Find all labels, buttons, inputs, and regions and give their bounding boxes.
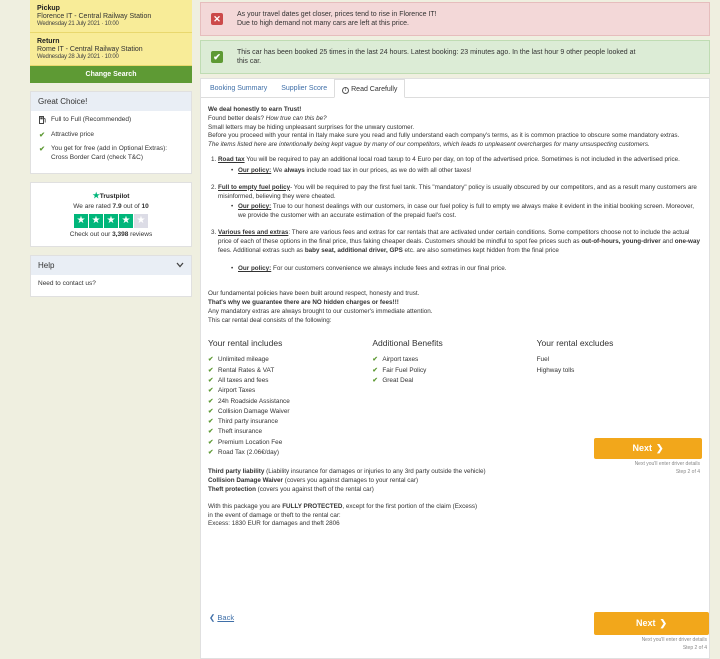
- next-label: Next: [632, 443, 652, 453]
- help-panel: [30, 255, 192, 297]
- return-label: Return: [37, 38, 60, 45]
- list-item: [372, 355, 536, 365]
- item-text: fees. Additional extras such as: [218, 246, 304, 254]
- package-emphasis: FULLY PROTECTED: [282, 502, 343, 510]
- list-item: [218, 229, 701, 274]
- check-icon: ✔: [208, 407, 214, 415]
- list-item: [537, 366, 701, 376]
- policy-emphasis: always: [284, 166, 305, 174]
- pickup-datetime: Wednesday 21 July 2021 · 10:00: [37, 21, 119, 27]
- choice-text: Attractive price: [51, 131, 94, 139]
- policy-line: [218, 265, 701, 274]
- tab-supplier-score[interactable]: Supplier Score: [281, 85, 328, 92]
- trustpilot-star-icon: ★: [92, 191, 100, 201]
- alert-text: [237, 10, 437, 29]
- item-emphasis: one-way: [674, 237, 700, 245]
- tab-booking-summary[interactable]: Booking Summary: [210, 85, 268, 92]
- alert-line: Due to high demand not many cars are left at this price.: [237, 20, 409, 27]
- list-item: [372, 366, 536, 376]
- item-label: Unlimited mileage: [218, 356, 269, 364]
- consists-text: This car rental deal consists of the following:: [208, 316, 332, 324]
- alert-text: [237, 48, 635, 67]
- chevron-left-icon: ❮: [209, 613, 216, 622]
- tp-text: (covers you against theft of the rental car): [257, 485, 374, 493]
- spacer: [218, 255, 701, 263]
- help-header[interactable]: [31, 256, 191, 275]
- pickup-block: [30, 0, 192, 33]
- item-title: Various fees and extras: [218, 228, 289, 236]
- list-item: [208, 417, 372, 427]
- next-note-bottom: [594, 637, 707, 652]
- how-true: How true can this be?: [265, 114, 327, 122]
- item-label: Great Deal: [382, 376, 414, 384]
- item-text: - You will be required to pay the first fuel tank. This "mandatory" policy is usually obscured by our competitors, and as a result many customers are misinformed, believing they were cheated.: [218, 183, 697, 200]
- choice-item: [38, 131, 184, 140]
- check-icon: ✔: [208, 438, 214, 446]
- next-note: Next you'll enter driver details: [641, 637, 707, 643]
- trustpilot-rating: [37, 203, 185, 210]
- item-label: Theft insurance: [218, 428, 263, 436]
- small-letters-text: Small letters may be hiding unpleasant surprises for the unwary customer.: [208, 123, 415, 131]
- excludes-title: Your rental excludes: [536, 338, 614, 349]
- check-icon: ✔: [208, 366, 214, 374]
- list-item: [208, 386, 372, 396]
- alert-line: As your travel dates get closer, prices tend to rise in Florence IT!: [237, 10, 437, 18]
- count-suffix: reviews: [130, 231, 153, 239]
- details-card: [200, 78, 710, 659]
- next-note: Next you'll enter driver details: [634, 461, 700, 467]
- list-item: [537, 355, 701, 365]
- guarantee-text: That's why we guarantee there are NO hidden charges or fees!!!: [208, 299, 399, 306]
- list-item: [208, 438, 372, 448]
- item-label: Highway tolls: [536, 366, 575, 374]
- item-label: Fuel: [536, 356, 550, 364]
- trustpilot-panel[interactable]: [30, 182, 192, 247]
- info-icon: i: [342, 87, 349, 94]
- list-item: [208, 448, 372, 458]
- check-icon: ✔: [208, 356, 214, 364]
- chevron-down-icon[interactable]: [176, 261, 184, 270]
- item-label: Airport Taxes: [218, 387, 256, 395]
- star-icon: ★: [89, 214, 103, 228]
- choice-item: [38, 116, 184, 127]
- spacer: [208, 282, 701, 290]
- check-icon: ✔: [208, 397, 214, 405]
- list-item: [208, 397, 372, 407]
- star-icon: ★: [119, 214, 133, 228]
- item-label: 24h Roadside Assistance: [218, 397, 290, 405]
- next-button-bottom[interactable]: [594, 612, 709, 635]
- help-contact-text[interactable]: Need to contact us?: [38, 280, 96, 288]
- rated-prefix: We are rated: [73, 203, 111, 211]
- return-block: [30, 33, 192, 66]
- check-icon: ✔: [208, 428, 214, 436]
- great-choice-panel: [30, 91, 192, 174]
- return-datetime: Wednesday 28 July 2021 · 10:00: [37, 54, 119, 60]
- check-icon: ✔: [208, 449, 214, 456]
- great-choice-list: [31, 111, 191, 173]
- item-text: and: [662, 237, 673, 245]
- pickup-label: Pickup: [37, 5, 60, 12]
- next-button-top[interactable]: [594, 438, 702, 459]
- list-item: [208, 427, 372, 437]
- cdw-text: (covers you against damages to your rental car): [284, 477, 419, 485]
- price-rise-alert: [200, 2, 710, 36]
- trustpilot-logo: [37, 191, 185, 200]
- package-line: [208, 503, 701, 512]
- star-icon: ★: [74, 214, 88, 228]
- policy-text: We: [273, 166, 283, 174]
- tab-label: Read Carefully: [351, 86, 398, 93]
- list-item: [208, 355, 372, 365]
- item-label: All taxes and fees: [218, 376, 269, 384]
- tpl-text: (Liability insurance for damages or injuries to any 3rd party outside the vehicle): [266, 468, 486, 476]
- benefits-column: [372, 338, 536, 458]
- step-indicator: Step 2 of 4: [682, 644, 707, 651]
- policy-line: [218, 167, 701, 176]
- list-item: [372, 376, 536, 386]
- item-title: Road tax: [218, 156, 245, 164]
- list-item: [208, 366, 372, 376]
- check-icon: ✔: [208, 376, 214, 384]
- star-empty-icon: ★: [134, 214, 148, 228]
- check-icon: ✔: [372, 376, 378, 384]
- includes-title: Your rental includes: [208, 338, 283, 349]
- fundamental-text: Our fundamental policies have been built around respect, honesty and trust.: [208, 290, 420, 298]
- item-text: You will be required to pay an additional local road taxup to 4 Euro per day, on top of the advertised price. Sometimes is not included in the advertised price.: [246, 156, 680, 164]
- cdw-title: Collision Damage Waiver: [208, 477, 283, 485]
- vague-italic: The items listed here are intentionally being kept vague by many of our competitors, which leads to unpleasent overcharges for many unsuspecting customers.: [208, 141, 650, 149]
- chevron-right-icon: ❯: [659, 618, 668, 628]
- rating-score: 7.9: [112, 203, 122, 211]
- policy-text: True to our honest dealings with our customers, in case our fuel policy is full to empty we always make it evident in the initial booking screen. Moreover, we provide the customer with an accurate estimation of the prepaid fuel's cost.: [238, 203, 695, 220]
- item-label: Rental Rates & VAT: [218, 366, 275, 374]
- next-note-top: [594, 461, 700, 476]
- main-content: [200, 0, 710, 659]
- item-emphasis: out-of-hours, young-driver: [581, 237, 661, 245]
- item-text: : There are various fees and extras for car rentals that are activated under certain conditions. Some competitors choose not to include the actual price of each of these options in the final price, thus faking cheaper deals. Customers should be mindful to spot fee prices such as: [218, 228, 690, 245]
- package-text: , except for the first portion of the claim (Excess): [342, 502, 478, 510]
- tp-title: Theft protection: [208, 485, 256, 493]
- item-label: Collision Damage Waiver: [218, 407, 290, 415]
- list-item: [208, 407, 372, 417]
- great-choice-title: [31, 92, 191, 111]
- choice-text: Full to Full (Recommended): [51, 116, 132, 123]
- found-better: Found better deals?: [208, 114, 265, 122]
- review-count: 3,398: [112, 231, 129, 239]
- change-search-button[interactable]: Change Search: [30, 66, 192, 83]
- item-label: Third party insurance: [218, 418, 279, 426]
- back-link[interactable]: [209, 613, 234, 622]
- list-item: [218, 184, 701, 221]
- tab-read-carefully[interactable]: [334, 79, 405, 98]
- rating-max: 10: [141, 203, 149, 211]
- check-icon: ✔: [39, 132, 45, 140]
- return-location: Rome IT - Central Railway Station: [37, 46, 143, 53]
- check-icon: ✔: [208, 387, 214, 395]
- sidebar: [30, 0, 192, 297]
- policy-text: include road tax in our prices, as we do with all other taxes!: [306, 166, 472, 174]
- policy-label: Our policy:: [238, 265, 272, 273]
- list-item: [208, 376, 372, 386]
- policy-label: Our policy:: [238, 166, 272, 174]
- next-label: Next: [635, 618, 656, 628]
- event-line: in the event of damage or theft to the rental car:: [208, 511, 341, 519]
- rated-out-of: out of: [123, 203, 140, 211]
- count-prefix: Check out our: [69, 231, 111, 239]
- item-label: Road Tax (2.06€/day): [218, 449, 279, 456]
- policy-label: Our policy:: [238, 203, 272, 211]
- check-icon: ✔: [39, 145, 45, 153]
- package-text: With this package you are: [208, 502, 281, 510]
- before-proceed-text: Before you proceed with your rental in Italy make sure you read and fully understand each company's terms, as it is common practice to obscure some mandatory extras.: [208, 132, 680, 140]
- policy-text: For our customers convenience we always include fees and extras in our final price.: [273, 265, 507, 273]
- trustpilot-logo-text: Trustpilot: [99, 193, 130, 201]
- pickup-location: Florence IT - Central Railway Station: [37, 13, 152, 20]
- choice-item: [38, 145, 184, 163]
- item-label: Premium Location Fee: [218, 438, 283, 446]
- check-icon: ✔: [211, 51, 223, 63]
- chevron-right-icon: ❯: [655, 443, 664, 453]
- trustpilot-stars: [74, 214, 148, 228]
- item-emphasis: baby seat, additional driver, GPS: [304, 246, 403, 254]
- close-x-icon: ✕: [211, 13, 223, 25]
- found-better-line: [208, 115, 701, 124]
- mandatory-text: Any mandatory extras are always brought to our customer's immediate attention.: [208, 307, 433, 315]
- item-title: Full to empty fuel policy: [218, 183, 291, 191]
- cdw-line: [208, 477, 701, 486]
- honesty-heading: We deal honestly to earn Trust!: [208, 106, 302, 113]
- booking-popularity-alert: [200, 40, 710, 74]
- tab-bar: [201, 79, 709, 98]
- vague-items-text: [208, 141, 701, 150]
- fuel-pump-icon: [38, 116, 46, 127]
- choice-text: You get for free (add in Optional Extras): Cross Border Card (check T&C): [51, 144, 168, 161]
- item-text: etc. are also sometimes kept hidden from the final price: [404, 246, 559, 254]
- includes-column: [208, 338, 372, 458]
- tpl-title: Third party liability: [208, 468, 265, 476]
- item-label: Fair Fuel Policy: [382, 366, 427, 374]
- item-label: Airport taxes: [382, 356, 419, 364]
- trustpilot-review-count: [37, 231, 185, 238]
- hidden-charges-list: [218, 156, 701, 274]
- excess-line: Excess: 1830 EUR for damages and theft 2806: [208, 520, 340, 528]
- back-label: Back: [217, 613, 235, 622]
- check-icon: ✔: [372, 366, 378, 374]
- spacer: [208, 495, 701, 503]
- policy-line: [218, 203, 701, 221]
- alert-line: This car has been booked 25 times in the last 24 hours. Latest booking: 23 minutes ago. In the last hour 9 other people looked at: [237, 48, 636, 56]
- check-icon: ✔: [372, 356, 378, 364]
- star-icon: ★: [104, 214, 118, 228]
- benefits-title: Additional Benefits: [372, 338, 443, 349]
- alert-line: this car.: [237, 58, 262, 65]
- list-item: [218, 156, 701, 176]
- tp-line: [208, 486, 701, 495]
- check-icon: ✔: [208, 418, 214, 426]
- great-choice-title-text: Great Choice!: [38, 97, 88, 106]
- coverage-section: [208, 468, 701, 529]
- step-indicator: Step 2 of 4: [675, 468, 700, 475]
- help-title: Help: [38, 261, 55, 271]
